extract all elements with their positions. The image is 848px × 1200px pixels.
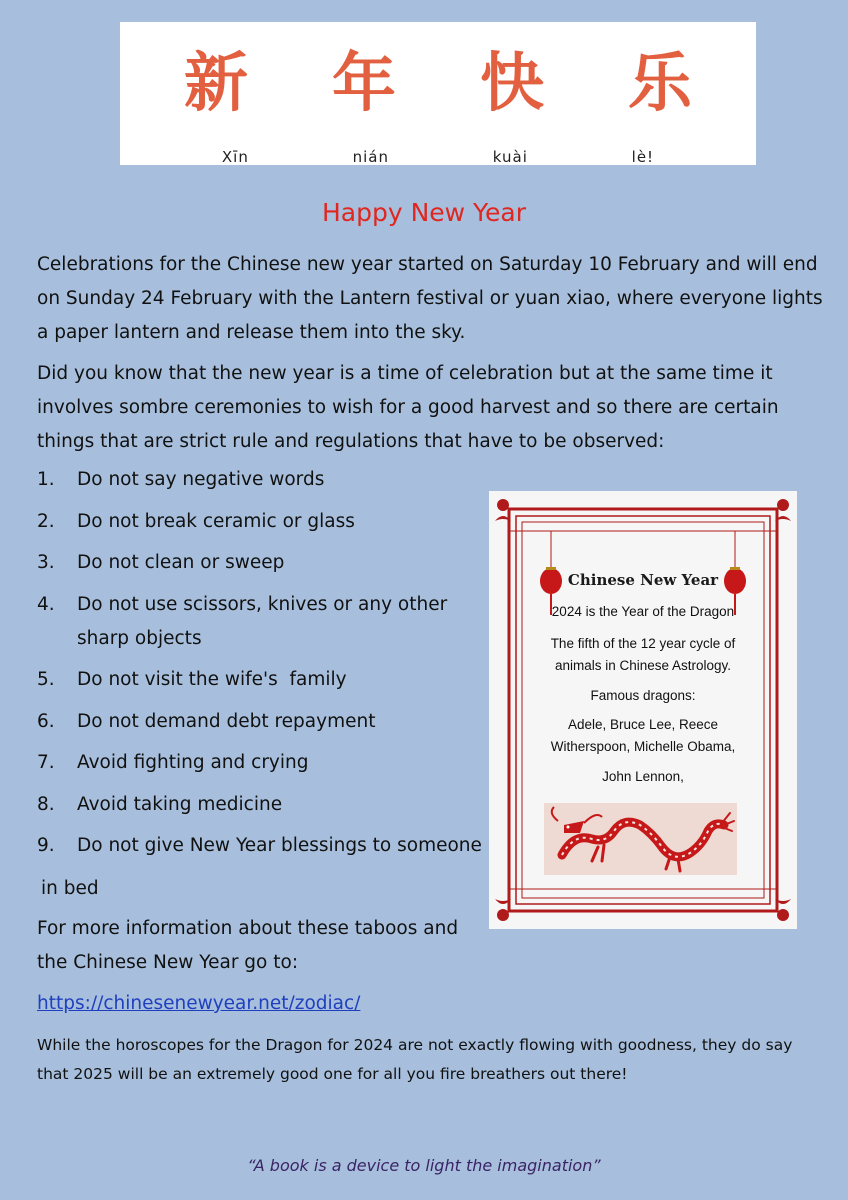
- list-text: Do not visit the wife's family: [77, 669, 347, 690]
- list-item: [37, 463, 487, 497]
- pinyin-xin: Xīn: [221, 148, 249, 166]
- list-number: 6.: [37, 710, 55, 732]
- list-text: Avoid fighting and crying: [77, 752, 309, 773]
- list-text: Do not demand debt repayment: [77, 710, 376, 732]
- more-info-text: For more information about these taboos and the Chinese New Year go to:: [37, 918, 459, 973]
- list-item: [37, 746, 487, 780]
- card-famous-label: Famous dragons:: [590, 688, 696, 703]
- list-item: [37, 705, 487, 739]
- card-famous-names: Adele, Bruce Lee, Reece Witherspoon, Michelle Obama,: [550, 717, 736, 754]
- list-number: 4.: [37, 593, 55, 615]
- list-text: Do not give New Year blessings to someone: [77, 835, 482, 856]
- pinyin-kuai: kuài: [492, 148, 528, 166]
- list-text: Do not say negative words: [77, 469, 325, 490]
- intro-paragraph: Celebrations for the Chinese new year started on Saturday 10 February and will end on Sunday 24 February with the Lantern festival or yuan xiao, where everyone lights a paper lantern and release them into the sky.: [37, 254, 823, 343]
- list-item: [37, 788, 487, 822]
- dragon-icon: [544, 803, 737, 875]
- dragon-year-card: [489, 491, 797, 929]
- list-number: 2.: [37, 510, 55, 532]
- pinyin-le: lè!: [631, 148, 655, 166]
- taboo-list: [37, 463, 487, 871]
- list-number: 1.: [37, 469, 55, 490]
- page-title: Happy New Year: [321, 198, 526, 227]
- banner-characters: [120, 44, 756, 124]
- card-cycle-line: The fifth of the 12 year cycle of animals in Chinese Astrology.: [550, 636, 736, 673]
- dragon-illustration: [544, 803, 737, 875]
- footer-quote: “A book is a device to light the imagination”: [247, 1156, 601, 1175]
- banner-char-nian: 年: [332, 47, 396, 121]
- didyouknow-paragraph: Did you know that the new year is a time of celebration but at the same time it involves sombre ceremonies to wish for a good harvest and so there are certain things that are strict rule and regulations that have to be observed:: [37, 363, 779, 452]
- list-number: 3.: [37, 552, 55, 573]
- banner-char-xin: 新: [184, 47, 248, 121]
- list-item: [37, 505, 487, 539]
- zodiac-link[interactable]: https://chinesenewyear.net/zodiac/: [37, 993, 361, 1014]
- list-item: [37, 588, 487, 656]
- banner-char-le: 乐: [628, 47, 692, 121]
- list-item: [37, 829, 487, 863]
- chinese-new-year-banner: [120, 22, 756, 165]
- list-number: 5.: [37, 669, 55, 690]
- list-item: [37, 546, 487, 580]
- taboo-continuation: in bed: [41, 878, 99, 899]
- closing-paragraph: While the horoscopes for the Dragon for 2024 are not exactly flowing with goodness, they do say that 2025 will be an extremely good one for all you fire breathers out there!: [37, 1036, 793, 1083]
- pinyin-nian: nián: [352, 148, 389, 166]
- card-famous-last: John Lennon,: [602, 769, 684, 784]
- list-text: Avoid taking medicine: [77, 793, 283, 815]
- list-number: 9.: [37, 835, 55, 856]
- list-number: 7.: [37, 752, 55, 773]
- list-text: Do not clean or sweep: [77, 552, 285, 573]
- banner-pinyin: [120, 148, 756, 166]
- card-year-line: 2024 is the Year of the Dragon: [551, 604, 735, 619]
- list-item: [37, 663, 487, 697]
- list-text: Do not use scissors, knives or any other sharp objects: [77, 593, 448, 649]
- list-text: Do not break ceramic or glass: [77, 510, 355, 532]
- list-number: 8.: [37, 793, 55, 815]
- banner-char-kuai: 快: [480, 47, 544, 121]
- card-title: Chinese New Year: [567, 571, 719, 589]
